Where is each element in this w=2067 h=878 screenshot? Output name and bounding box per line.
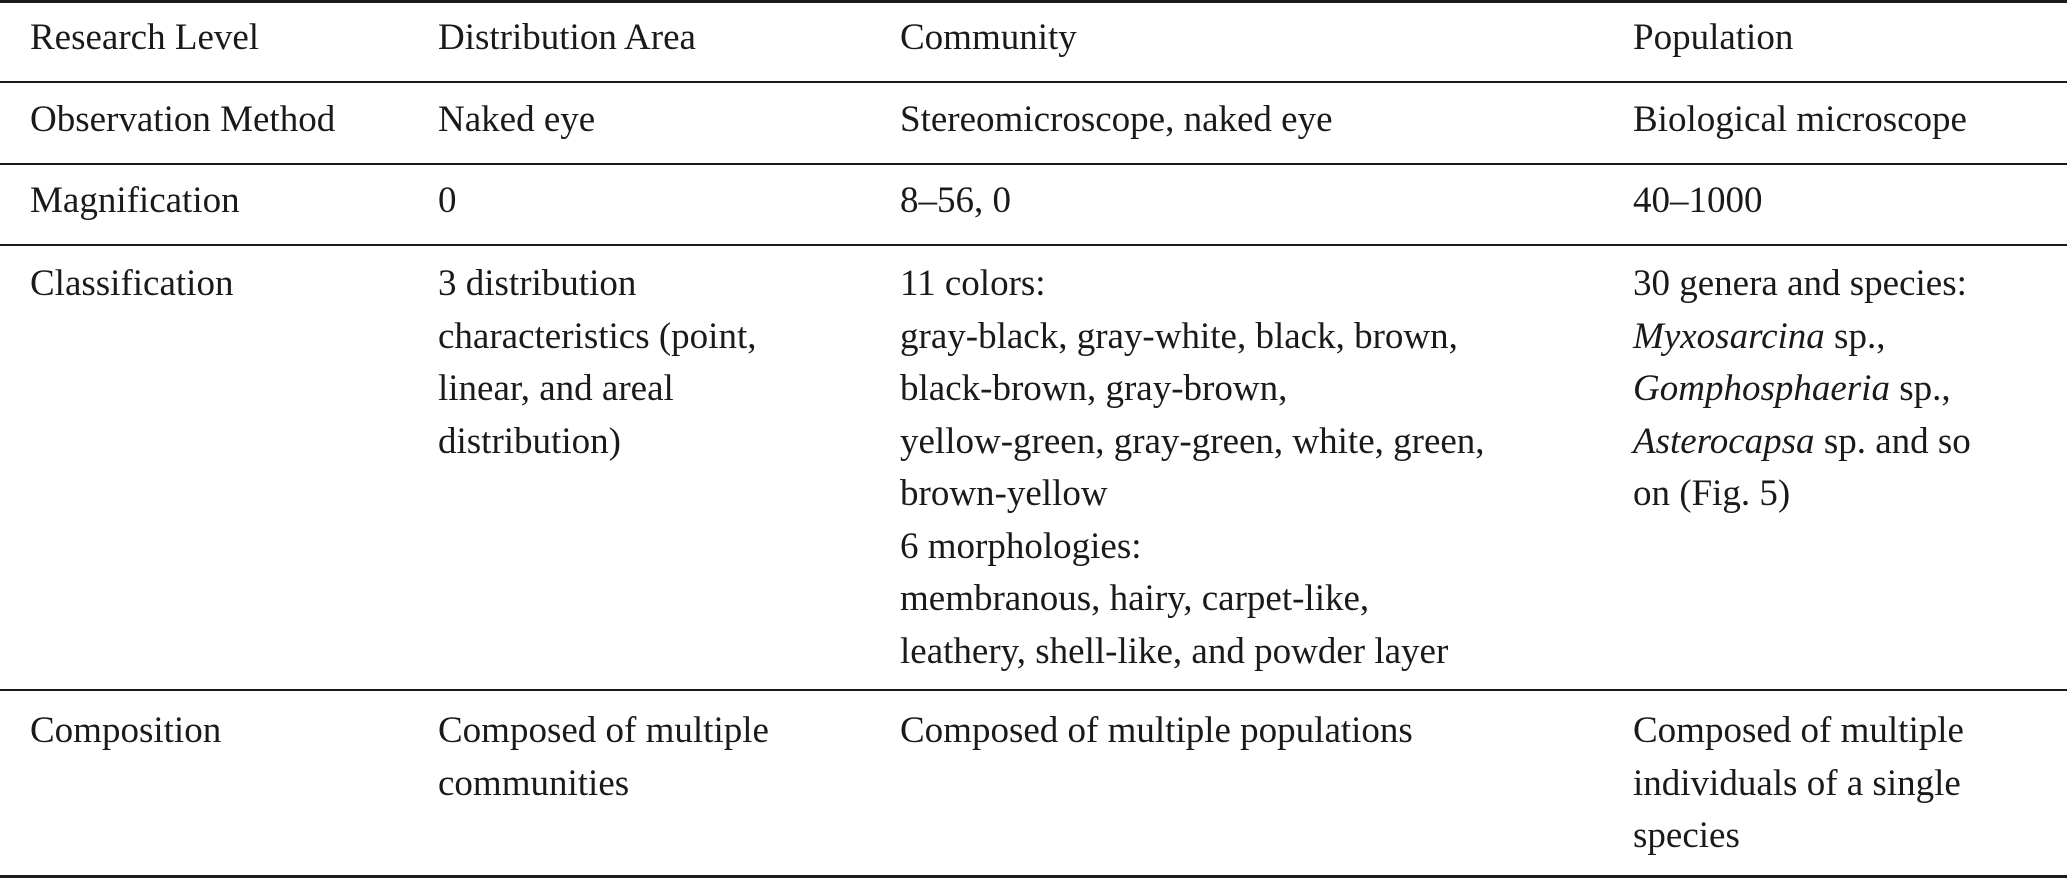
magnification-distribution-area: 0 [438, 180, 457, 221]
composition-community: Composed of multiple populations [900, 710, 1413, 751]
composition-population [1633, 705, 1964, 863]
table-top-rule [0, 0, 2067, 3]
cell-line: communities [438, 762, 630, 804]
cell-line [1633, 311, 1971, 364]
cell-line: brown-yellow [900, 473, 1108, 514]
cell-line: gray-black, gray-white, black, brown, [900, 315, 1458, 357]
magnification-community: 8–56, 0 [900, 180, 1011, 221]
magnification-population: 40–1000 [1633, 180, 1763, 221]
row-rule [0, 244, 2067, 246]
classification-distribution-area [438, 258, 756, 468]
cell-line: black-brown, gray-brown, [900, 368, 1288, 409]
row-label-observation-method: Observation Method [30, 99, 336, 140]
genus-suffix: sp., [1889, 368, 1951, 409]
composition-distribution-area [438, 705, 769, 810]
genus-suffix: sp. and so [1814, 420, 1971, 462]
cell-line: Composed of multiple [1633, 710, 1964, 751]
cell-line: membranous, hairy, carpet-like, [900, 578, 1370, 619]
genus-name: Gomphosphaeria [1633, 368, 1890, 409]
observation-population: Biological microscope [1633, 99, 1967, 140]
header-research-level: Research Level [30, 17, 260, 58]
genus-name: Myxosarcina [1633, 315, 1825, 357]
cell-line: 3 distribution [438, 263, 637, 304]
cell-line: yellow-green, gray-green, white, green, [900, 420, 1485, 462]
row-rule [0, 163, 2067, 165]
cell-line: species [1633, 815, 1740, 856]
cell-line: 6 morphologies: [900, 525, 1142, 567]
genus-suffix: sp., [1824, 315, 1886, 357]
classification-population [1633, 258, 1971, 521]
header-population: Population [1633, 17, 1794, 58]
cell-line: Composed of multiple [438, 710, 769, 751]
observation-community: Stereomicroscope, naked eye [900, 99, 1333, 140]
cell-line: linear, and areal [438, 368, 674, 409]
header-distribution-area: Distribution Area [438, 17, 696, 58]
observation-distribution-area: Naked eye [438, 99, 596, 140]
cell-line: on (Fig. 5) [1633, 473, 1791, 514]
classification-community [900, 258, 1485, 678]
row-label-composition: Composition [30, 710, 222, 751]
row-rule [0, 689, 2067, 691]
cell-line: individuals of a single [1633, 762, 1961, 804]
row-label-magnification: Magnification [30, 180, 240, 221]
cell-line: leathery, shell-like, and powder layer [900, 630, 1449, 672]
cell-line: 11 colors: [900, 263, 1046, 304]
cell-line [1633, 416, 1971, 469]
cell-line: characteristics (point, [438, 315, 757, 357]
cell-line [1633, 363, 1971, 416]
cell-line: 30 genera and species: [1633, 263, 1967, 304]
header-community: Community [900, 17, 1077, 58]
cell-line: distribution) [438, 420, 621, 462]
header-rule [0, 81, 2067, 83]
genus-name: Asterocapsa [1633, 420, 1815, 462]
row-label-classification: Classification [30, 263, 234, 304]
